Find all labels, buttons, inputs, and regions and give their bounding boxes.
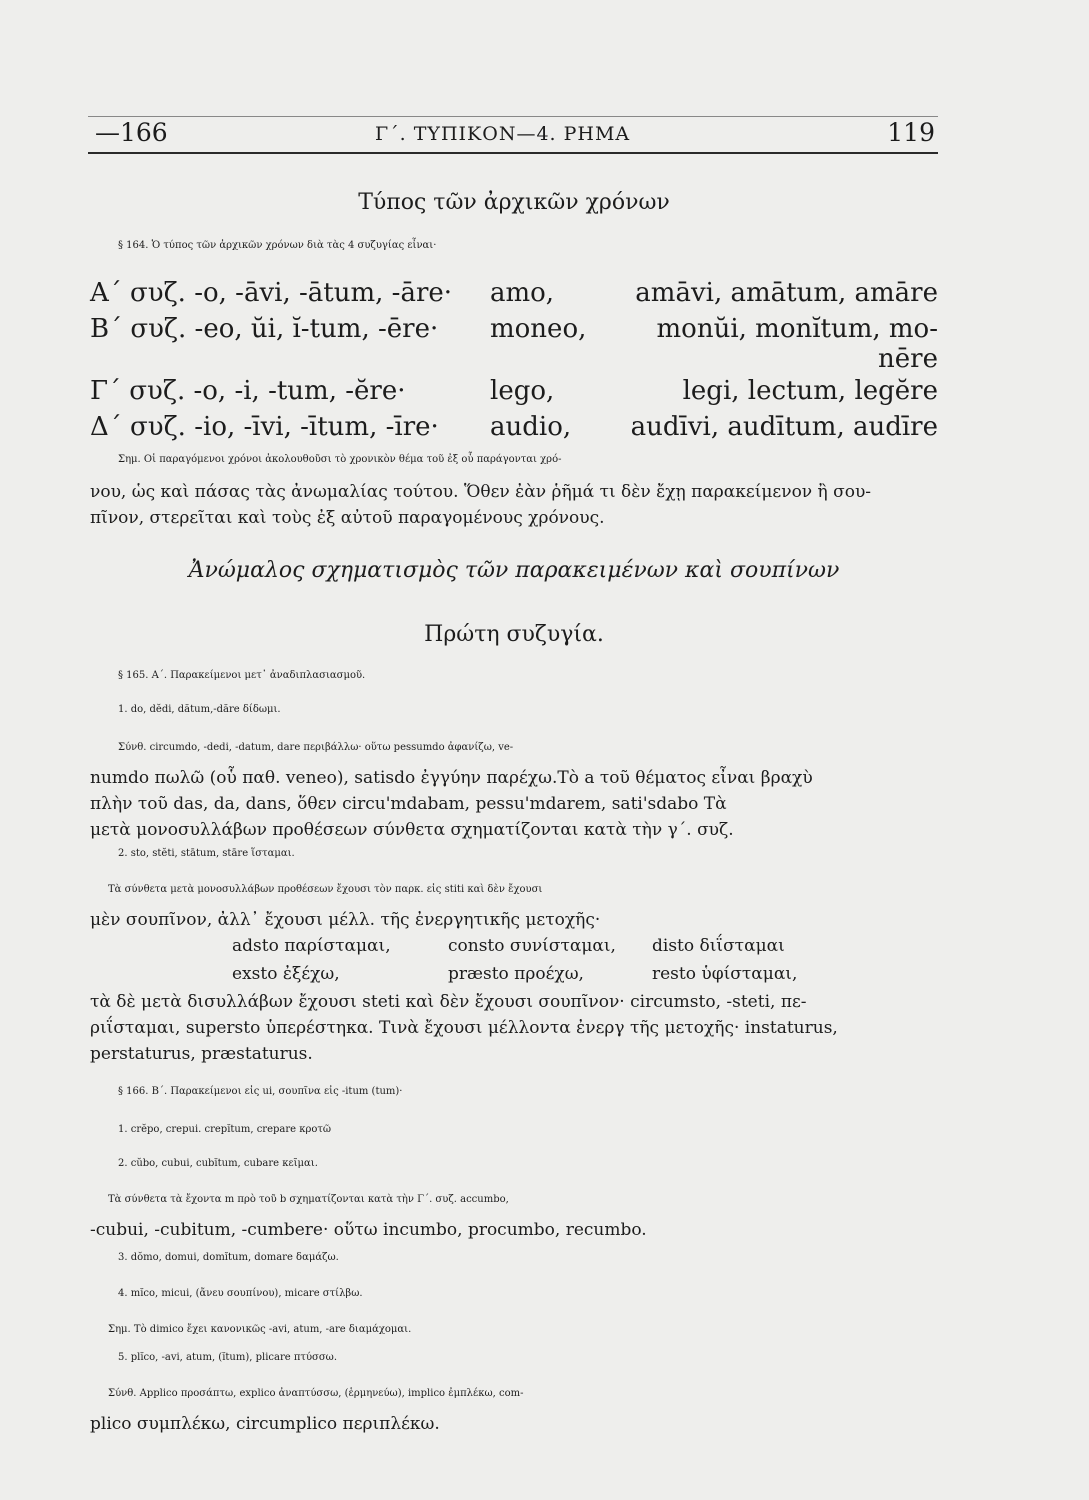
conj-endings: Β΄ συζ. -eo, ŭi, ĭ-tum, -ēre· — [90, 314, 439, 344]
compound-verb: disto διΐσταμαι — [652, 936, 785, 956]
verb-entry: 2. sto, stĕti, stātum, stāre ἵσταμαι. — [118, 848, 295, 859]
section-164: § 164. Ὁ τύπος τῶν ἀρχικῶν χρόνων διὰ τὰς 4 συζυγίας εἶναι· — [118, 240, 437, 251]
section-range: —166 — [95, 118, 168, 147]
heading-irregular: Ἀνώμαλος σχηματισμὸς τῶν παρακειμένων καὶ σουπίνων — [188, 558, 840, 583]
note-line: Σημ. Τὸ dimico ἔχει κανονικῶς -avi, atum, -are διαμάχομαι. — [108, 1324, 412, 1335]
compound-verb: adsto παρίσταμαι, — [232, 936, 391, 956]
compound-verb: consto συνίσταμαι, — [448, 936, 616, 956]
conj-example: amo, — [490, 278, 555, 308]
header-top-rule — [88, 116, 938, 117]
note-line: Σύνθ. Applico προσάπτω, explico ἀναπτύσσω, (ἑρμηνεύω), implico ἐμπλέκω, com- — [108, 1388, 524, 1399]
conj-forms: audīvi, audītum, audīre — [630, 412, 938, 442]
note-line: μετὰ μονοσυλλάβων προθέσεων σύνθετα σχηματίζονται κατὰ τὴν γ΄. συζ. — [90, 820, 734, 840]
note-line: numdo πωλῶ (οὗ παθ. veneo), satisdo ἐγγύην παρέχω.Τὸ a τοῦ θέματος εἶναι βραχὺ — [90, 768, 813, 788]
compound-verb: exsto ἐξέχω, — [232, 964, 340, 984]
conj-example: lego, — [490, 376, 555, 406]
section-165: § 165. Α΄. Παρακείμενοι μετ᾿ ἀναδιπλασιασμοῦ. — [118, 670, 366, 681]
note-line: ριΐσταμαι, supersto ὑπερέστηκα. Τινὰ ἔχουσι μέλλοντα ἐνεργ τῆς μετοχῆς· instaturus, — [90, 1018, 838, 1038]
verb-entry: 1. crĕpo, crepui. crepĭtum, crepare κροτῶ — [118, 1124, 332, 1135]
note-line: Τὰ σύνθετα τὰ ἔχοντα m πρὸ τοῦ b σχηματίζονται κατὰ τὴν Γ΄. συζ. accumbo, — [108, 1194, 509, 1205]
verb-entry: 4. mĭco, micui, (ἄνευ σουπίνου), micare στίλβω. — [118, 1288, 363, 1299]
page-header — [95, 118, 935, 154]
note-line: perstaturus, præstaturus. — [90, 1044, 313, 1064]
heading-primary-tenses: Τύπος τῶν ἀρχικῶν χρόνων — [358, 190, 670, 215]
running-title: Γ΄. ΤΥΠΙΚΟΝ—4. ΡΗΜΑ — [375, 123, 631, 145]
verb-entry: 2. cŭbo, cubui, cubĭtum, cubare κεῖμαι. — [118, 1158, 318, 1169]
heading-first-conjugation: Πρώτη συζυγία. — [424, 622, 604, 647]
note-line: τὰ δὲ μετὰ δισυλλάβων ἔχουσι steti καὶ δὲν ἔχουσι σουπῖνον· circumsto, -steti, πε- — [90, 992, 807, 1012]
conj-forms: legi, lectum, legĕre — [682, 376, 938, 406]
conj-example: moneo, — [490, 314, 587, 344]
conj-example: audio, — [490, 412, 572, 442]
note-line: Σημ. Οἱ παραγόμενοι χρόνοι ἀκολουθοῦσι τὸ χρονικὸν θέμα τοῦ ἐξ οὗ παράγονται χρό- — [118, 454, 562, 465]
conj-forms: nēre — [878, 344, 938, 374]
note-line: πῖνον, στερεῖται καὶ τοὺς ἐξ αὐτοῦ παραγομένους χρόνους. — [90, 508, 605, 528]
note-line: Τὰ σύνθετα μετὰ μονοσυλλάβων προθέσεων ἔχουσι τὸν παρκ. εἰς stiti καὶ δὲν ἔχουσι — [108, 884, 543, 895]
page-number: 119 — [887, 118, 935, 147]
conj-endings: Δ΄ συζ. -io, -īvi, -ītum, -īre· — [90, 412, 439, 442]
note-line: Σύνθ. circumdo, -dedi, -datum, dare περιβάλλω· οὕτω pessumdo ἀφανίζω, ve- — [118, 742, 514, 753]
conj-endings: Γ΄ συζ. -o, -i, -tum, -ĕre· — [90, 376, 406, 406]
note-line: νου, ὡς καὶ πάσας τὰς ἀνωμαλίας τούτου. Ὅθεν ἐὰν ῥῆμά τι δὲν ἔχῃ παρακείμενον ἢ σου- — [90, 482, 872, 502]
verb-entry: 3. dŏmo, domui, domĭtum, domare δαμάζω. — [118, 1252, 339, 1263]
compound-verb: præsto προέχω, — [448, 964, 584, 984]
conj-endings: Α΄ συζ. -o, -āvi, -ātum, -āre· — [90, 278, 453, 308]
verb-entry: 1. do, dĕdi, dătum,-dăre δίδωμι. — [118, 704, 281, 715]
section-166: § 166. Β΄. Παρακείμενοι εἰς ui, σουπῖνα εἰς -itum (tum)· — [118, 1086, 403, 1097]
header-rule — [88, 152, 938, 154]
compound-verb: resto ὑφίσταμαι, — [652, 964, 798, 984]
note-line: μὲν σουπῖνον, ἀλλ᾿ ἔχουσι μέλλ. τῆς ἐνεργητικῆς μετοχῆς· — [90, 910, 601, 930]
verb-entry: 5. plĭco, -avi, atum, (ĭtum), plicare πτύσσω. — [118, 1352, 338, 1363]
note-line: πλὴν τοῦ das, da, dans, ὅθεν circu'mdabam, pessu'mdarem, sati'sdabo Τὰ — [90, 794, 727, 814]
note-line: plico συμπλέκω, circumplico περιπλέκω. — [90, 1414, 440, 1434]
note-line: -cubui, -cubitum, -cumbere· οὕτω incumbo, procumbo, recumbo. — [90, 1220, 647, 1240]
conj-forms: amāvi, amātum, amāre — [635, 278, 938, 308]
conj-forms: monŭi, monĭtum, mo- — [656, 314, 938, 344]
